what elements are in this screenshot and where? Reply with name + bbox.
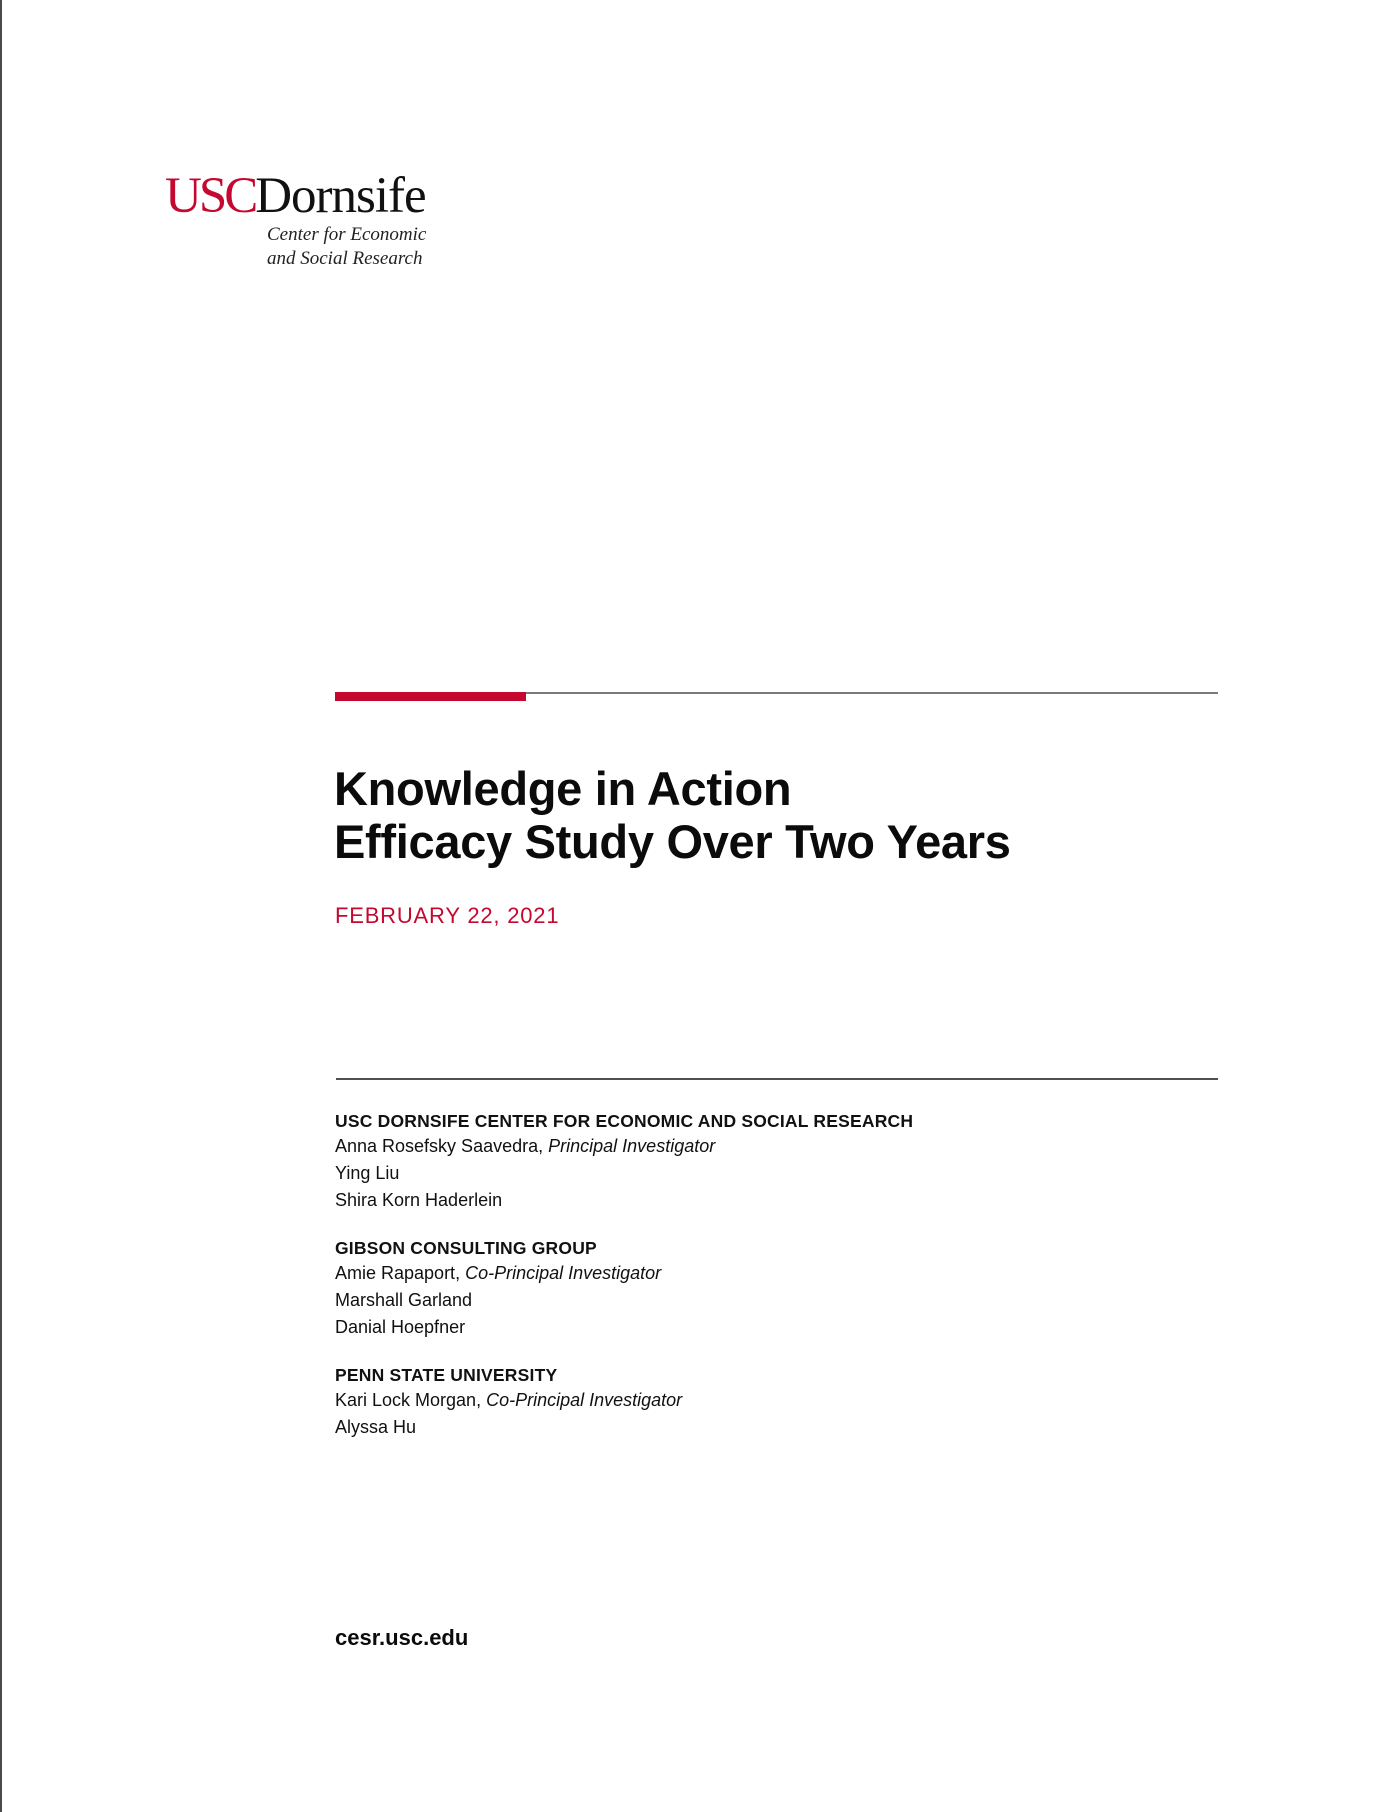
- org-group-penn-state: [335, 1363, 913, 1441]
- author-name: Kari Lock Morgan: [335, 1390, 477, 1410]
- author-name: Danial Hoepfner: [335, 1317, 466, 1337]
- logo-subtitle-line2: and Social Research: [267, 248, 423, 269]
- author-line: [335, 1287, 913, 1314]
- authors-divider-rule: [336, 1078, 1218, 1080]
- authors-block: [335, 1109, 913, 1463]
- author-name: Marshall Garland: [335, 1290, 473, 1310]
- author-line: [335, 1187, 913, 1214]
- usc-dornsife-logo: [165, 168, 427, 269]
- author-name: Alyssa Hu: [335, 1417, 417, 1437]
- author-name: Amie Rapaport: [335, 1263, 456, 1283]
- author-line: Amie Rapaport, Co-Principal Investigator: [335, 1263, 662, 1283]
- org-name: USC DORNSIFE CENTER FOR ECONOMIC AND SOCIAL RESEARCH: [335, 1111, 914, 1131]
- org-group-usc: [335, 1109, 913, 1214]
- logo-usc: USC: [165, 168, 256, 224]
- title-line-1: Knowledge in Action: [334, 762, 792, 815]
- logo-wordmark: [165, 170, 426, 222]
- org-name: PENN STATE UNIVERSITY: [335, 1365, 558, 1385]
- document-title: [334, 762, 1011, 868]
- author-name: Shira Korn Haderlein: [335, 1190, 503, 1210]
- logo-subtitle: [267, 223, 426, 271]
- page-edge-border: [0, 0, 2, 1812]
- author-line: [335, 1414, 913, 1441]
- author-line: Kari Lock Morgan, Co-Principal Investigator: [335, 1390, 683, 1410]
- logo-subtitle-line1: Center for Economic: [267, 224, 427, 245]
- author-role: Principal Investigator: [548, 1136, 716, 1156]
- website-link[interactable]: cesr.usc.edu: [335, 1625, 469, 1650]
- author-role: Co-Principal Investigator: [486, 1390, 683, 1410]
- author-name: Ying Liu: [335, 1163, 400, 1183]
- author-role: Co-Principal Investigator: [465, 1263, 662, 1283]
- publication-date: FEBRUARY 22, 2021: [335, 903, 560, 928]
- org-name: GIBSON CONSULTING GROUP: [335, 1238, 597, 1258]
- logo-dornsife: Dornsife: [255, 168, 426, 224]
- org-group-gibson: [335, 1236, 913, 1341]
- author-name: Anna Rosefsky Saavedra: [335, 1136, 539, 1156]
- author-line: [335, 1314, 913, 1341]
- title-line-2: Efficacy Study Over Two Years: [334, 815, 1011, 868]
- author-line: [335, 1160, 913, 1187]
- author-line: Anna Rosefsky Saavedra, Principal Investigator: [335, 1136, 716, 1156]
- title-divider-accent: [335, 692, 526, 701]
